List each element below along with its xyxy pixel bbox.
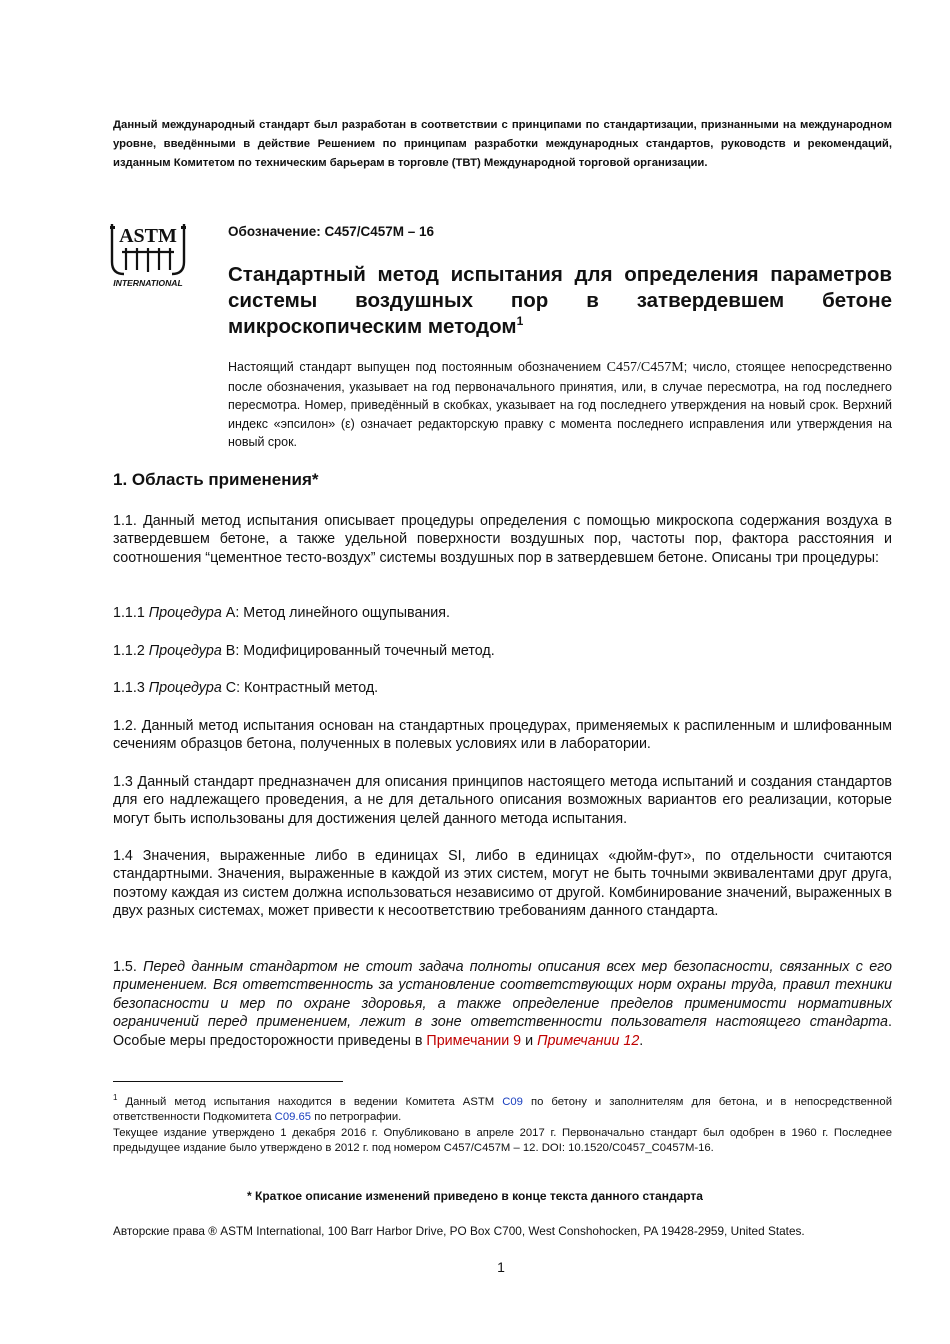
- logo-text-top: ASTM: [119, 225, 177, 247]
- paragraph-1-5-end: .: [639, 1032, 644, 1049]
- notice-code: C457/C457M: [606, 360, 684, 375]
- paragraph-1-1: 1.1. Данный метод испытания описывает процедуры определения с помощью микроскопа содержания воздуха в затвердевшем бетоне, а также удельной поверхности воздушных пор, частоты пор, фактора расстояния и соотношения “цементное тесто-воздух” системы воздушных пор в затвердевшем бетоне. Описаны три процедуры:: [113, 513, 892, 566]
- copyright: Авторские права ® ASTM International, 100 Barr Harbor Drive, PO Box C700, West Conshohocken, PA 19428-2959, United States.: [113, 1224, 805, 1238]
- footnote-mark: 1: [113, 1093, 118, 1102]
- document-title: [228, 262, 892, 340]
- procedure-a: [113, 604, 892, 622]
- changes-note: * Краткое описание изменений приведено в конце текста данного стандарта: [247, 1189, 703, 1203]
- footnote-text-c: по петрографии.: [311, 1111, 402, 1124]
- procedure-c: [113, 679, 892, 697]
- footnote-line-2: Текущее издание утверждено 1 декабря 2016 г. Опубликовано в апреле 2017 г. Первоначально стандарт был одобрен в 1960 г. Последнее предыдущее издание было утверждено в 2012 г. под номером C457/C457M – 12. DOI: 10.1520/C0457_C0457M-16.: [113, 1126, 892, 1155]
- procedure-a-word: Процедура: [148, 605, 222, 621]
- page-number: 1: [497, 1259, 505, 1275]
- section-heading: 1. Область применения*: [113, 470, 319, 489]
- paragraph-1-4: 1.4 Значения, выраженные либо в единицах SI, либо в единицах «дюйм-фут», по отдельности считаются стандартными. Значения, выраженные в каждой из этих систем, могут не быть точными эквивалентами друг друга, поэтому каждая из систем должна использоваться независимо от другой. Комбинирование значений, выраженных в двух разных системах, может привести к несоответствию требованиям данного стандарта.: [113, 848, 892, 920]
- paragraph-1-5: [113, 958, 892, 1050]
- procedure-b-rest: B: Модифицированный точечный метод.: [221, 643, 495, 659]
- subcommittee-c0965-link[interactable]: C09.65: [274, 1111, 312, 1124]
- notice-text-1: Настоящий стандарт выпущен под постоянным обозначением: [228, 360, 607, 374]
- procedure-c-num: 1.1.3: [113, 680, 149, 696]
- procedure-a-rest: A: Метод линейного ощупывания.: [221, 605, 451, 621]
- procedure-b-num: 1.1.2: [113, 643, 149, 659]
- notice-text-2: ; число, стоящее непосредственно после обозначения, указывает на год первоначального принятия, или, в случае пересмотра, на год последнего пересмотра. Номер, приведённый в скобках, указывает на год последнего утверждения на новый срок. Верхний индекс «эпсилон» (ε) означает редакторскую правку с момента последнего исправления или утверждения на новый срок.: [228, 360, 892, 449]
- paragraph-1-3: 1.3 Данный стандарт предназначен для описания принципов настоящего метода испытаний и создания стандартов для его надлежащего проведения, а не для детального описания возможных вариантов его реализации, которые могут быть использованы для достижения целей данного метода испытания.: [113, 774, 892, 827]
- procedure-c-rest: C: Контрастный метод.: [221, 680, 379, 696]
- logo-text-bottom: INTERNATIONAL: [113, 278, 183, 288]
- procedure-c-word: Процедура: [148, 680, 222, 696]
- astm-logo: [104, 212, 192, 290]
- note-12-link[interactable]: Примечании 12: [537, 1032, 640, 1049]
- footnote-text-a: Данный метод испытания находится в ведении Комитета ASTM: [117, 1095, 503, 1108]
- procedure-a-num: 1.1.1: [113, 605, 149, 621]
- procedure-b: [113, 642, 892, 660]
- intro-statement: Данный международный стандарт был разработан в соответствии с принципами по стандартизации, признанными на международном уровне, введёнными в действие Решением по принципам разработки международных стандартов, руководств и рекомендаций, изданным Комитетом по техническим барьерам в торговле (ТВТ) Международной торговой организации.: [113, 119, 892, 169]
- procedure-b-word: Процедура: [148, 643, 222, 659]
- paragraph-1-5-rest: . Особые меры предосторожности приведены в: [113, 1014, 892, 1049]
- committee-c09-link[interactable]: C09: [502, 1095, 523, 1108]
- paragraph-1-5-and: и: [521, 1032, 538, 1049]
- paragraph-1-2: 1.2. Данный метод испытания основан на стандартных процедурах, применяемых к распиленным и шлифованным сечениям образцов бетона, полученных в полевых условиях или в лаборатории.: [113, 718, 892, 753]
- paragraph-1-5-italic: Перед данным стандартом не стоит задача полноты описания всех мер безопасности, связанных с его применением. Вся ответственность за установление соответствующих норм охраны труда, правил техники безопасности и мер по охране здоровья, а также определение пределов применимости нормативных ограничений перед применением, лежит в зоне ответственности пользователя настоящего стандарта: [113, 959, 892, 1031]
- designation-notice: [228, 358, 892, 452]
- note-9-link[interactable]: Примечании 9: [426, 1032, 522, 1049]
- paragraph-1-5-num: 1.5.: [113, 959, 144, 975]
- footnote-text-b: по бетону и заполнителям для бетона, и в непосредственной ответственности Подкомитета: [113, 1095, 893, 1124]
- title-text: Стандартный метод испытания для определения параметров системы воздушных пор в затвердевшем бетоне микроскопическим методом: [228, 263, 892, 338]
- title-footnote-mark: 1: [516, 314, 524, 329]
- footnote-divider: [113, 1081, 343, 1082]
- footnote: [113, 1090, 892, 1157]
- footnote-line-1: [113, 1090, 892, 1126]
- standard-designation: Обозначение: C457/C457M – 16: [228, 224, 435, 239]
